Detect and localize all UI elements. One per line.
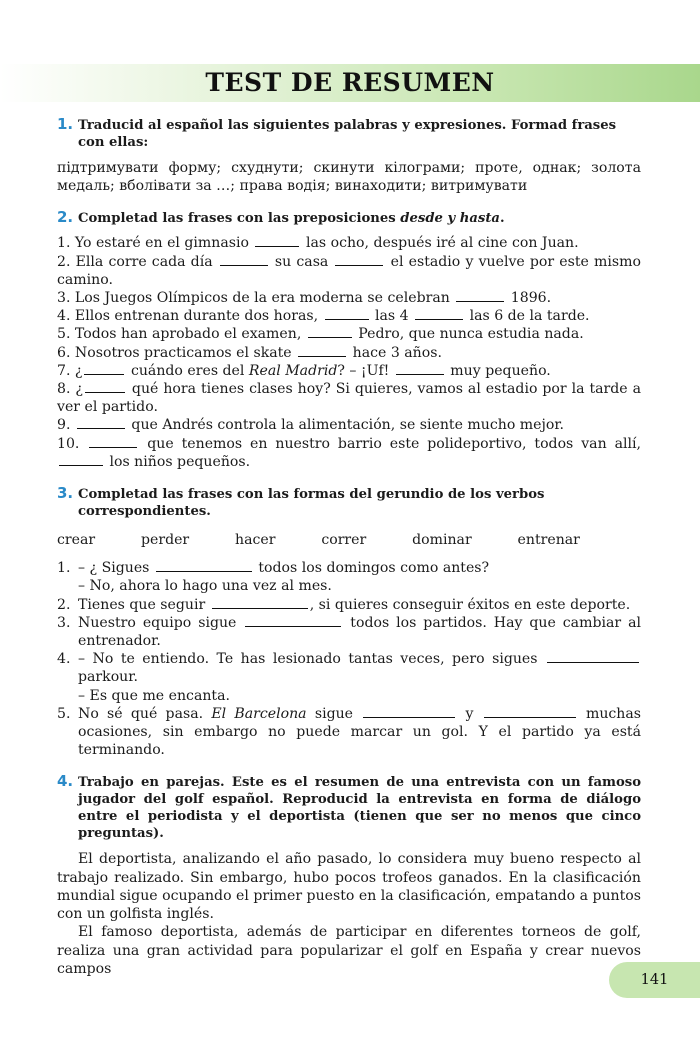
task-4-paragraph-2: El famoso deportista, además de participar en diferentes torneos de golf, realiza una gran actividad para popularizar el golf en España y crear nuevos campos: [57, 924, 641, 977]
answer-blank[interactable]: [156, 570, 252, 572]
answer-blank[interactable]: [325, 318, 369, 320]
answer-blank[interactable]: [484, 716, 576, 718]
page-title: TEST DE RESUMEN: [205, 68, 495, 97]
task-2: [57, 210, 641, 471]
verb-item: hacer: [235, 532, 276, 549]
answer-blank[interactable]: [363, 716, 455, 718]
task-2-instruction: Completad las frases con las preposiciones: [78, 211, 401, 227]
verb-item: perder: [140, 532, 190, 549]
list-item: 2. Tienes que seguir , si quieres conseguir éxitos en este deporte.: [57, 596, 631, 613]
answer-blank[interactable]: [89, 446, 137, 448]
task-4: [57, 774, 641, 977]
task-2-instruction-italic: desde y hasta: [400, 211, 500, 227]
sentence: 1. Yo estaré en el gimnasio las ocho, después iré al cine con Juan.: [57, 235, 579, 252]
list-item: 3. Nuestro equipo sigue todos los partidos. Hay que cambiar al entrenador.: [57, 614, 641, 650]
page-number: 141: [609, 962, 700, 998]
task-2-instruction-end: .: [499, 211, 505, 227]
task-4-instruction: Trabajo en parejas. Este es el resumen de una entrevista con un famoso jugador del golf español. Reproducid la entrevista en forma de diálogo entre el periodista y el deportista (tienen que ser no menos que cinco preguntas).: [78, 775, 641, 842]
answer-blank[interactable]: [456, 300, 504, 302]
answer-blank[interactable]: [415, 318, 463, 320]
task-4-number: 4.: [57, 772, 74, 791]
task-3-heading: [57, 486, 641, 520]
answer-blank[interactable]: [220, 264, 268, 266]
answer-blank[interactable]: [59, 464, 103, 466]
task-1-instruction: Traducid al español las siguientes palabras y expresiones. Formad frases con ellas:: [78, 118, 617, 150]
page-content: [57, 117, 641, 978]
verb-item: crear: [57, 532, 96, 549]
sentence: 9. que Andrés controla la alimentación, se siente mucho mejor.: [57, 417, 565, 434]
task-4-heading: [57, 774, 641, 842]
sentence: 8. ¿ qué hora tienes clases hoy? Si quieres, vamos al estadio por la tarde a ver el partido.: [57, 381, 641, 416]
verb-item: correr: [321, 532, 367, 549]
task-1: [57, 117, 641, 195]
task-1-number: 1.: [57, 115, 74, 133]
answer-blank[interactable]: [335, 264, 383, 266]
list-item: 4. – No te entiendo. Te has lesionado tantas veces, pero sigues parkour. – Es que me encanta.: [57, 650, 641, 705]
task-2-heading: [57, 210, 641, 227]
task-3-instruction: Completad las frases con las formas del gerundio de los verbos correspondientes.: [78, 487, 545, 520]
task-1-heading: [57, 117, 641, 151]
task-4-paragraph-1: El deportista, analizando el año pasado, lo considera muy bueno respecto al trabajo realizado. Sin embargo, hubo pocos trofeos ganados. En la clasificación mundial sigue ocupando el primer puesto en la clasificación, empatando a puntos con un golfista inglés.: [57, 851, 642, 923]
answer-blank[interactable]: [308, 336, 352, 338]
verb-item: entrenar: [517, 532, 580, 549]
answer-blank[interactable]: [77, 427, 125, 429]
list-item: 5. No sé qué pasa. El Barcelona sigue y muchas ocasiones, sin embargo no puede marcar un gol. Y el partido ya está terminando.: [57, 705, 642, 759]
sentence: 3. Los Juegos Olímpicos de la era moderna se celebran 1896.: [57, 290, 552, 307]
task-3-items: [57, 559, 641, 759]
answer-blank[interactable]: [547, 661, 639, 663]
answer-blank[interactable]: [298, 355, 346, 357]
answer-blank[interactable]: [85, 391, 125, 393]
answer-blank[interactable]: [245, 625, 341, 627]
sentence: 10. que tenemos en nuestro barrio este polideportivo, todos van allí, los niños pequeños.: [57, 435, 641, 470]
sentence: 7. ¿ cuándo eres del Real Madrid? – ¡Uf! muy pequeño.: [57, 362, 551, 379]
sentence: 2. Ella corre cada día su casa el estadio y vuelve por este mismo camino.: [57, 253, 641, 288]
verb-item: dominar: [412, 532, 472, 549]
task-2-sentences: [57, 234, 641, 471]
sentence: 6. Nosotros practicamos el skate hace 3 años.: [57, 344, 442, 361]
task-2-number: 2.: [57, 208, 74, 227]
list-item: 1. – ¿ Sigues todos los domingos como antes? – No, ahora lo hago una vez al mes.: [57, 560, 490, 595]
answer-blank[interactable]: [396, 373, 444, 375]
answer-blank[interactable]: [84, 373, 124, 375]
task-1-vocabulary: підтримувати форму; схуднути; скинути кілограми; проте, однак; золота медаль; вболівати за …; права водія; винаходити; витримувати: [57, 160, 641, 195]
verb-list: [57, 531, 580, 549]
sentence: 5. Todos han aprobado el examen, Pedro, que nunca estudia nada.: [57, 326, 584, 343]
answer-blank[interactable]: [255, 245, 299, 247]
task-3-number: 3.: [57, 484, 74, 503]
task-3: [57, 486, 641, 759]
sentence: 4. Ellos entrenan durante dos horas, las 4 las 6 de la tarde.: [57, 308, 590, 325]
answer-blank[interactable]: [212, 607, 308, 609]
